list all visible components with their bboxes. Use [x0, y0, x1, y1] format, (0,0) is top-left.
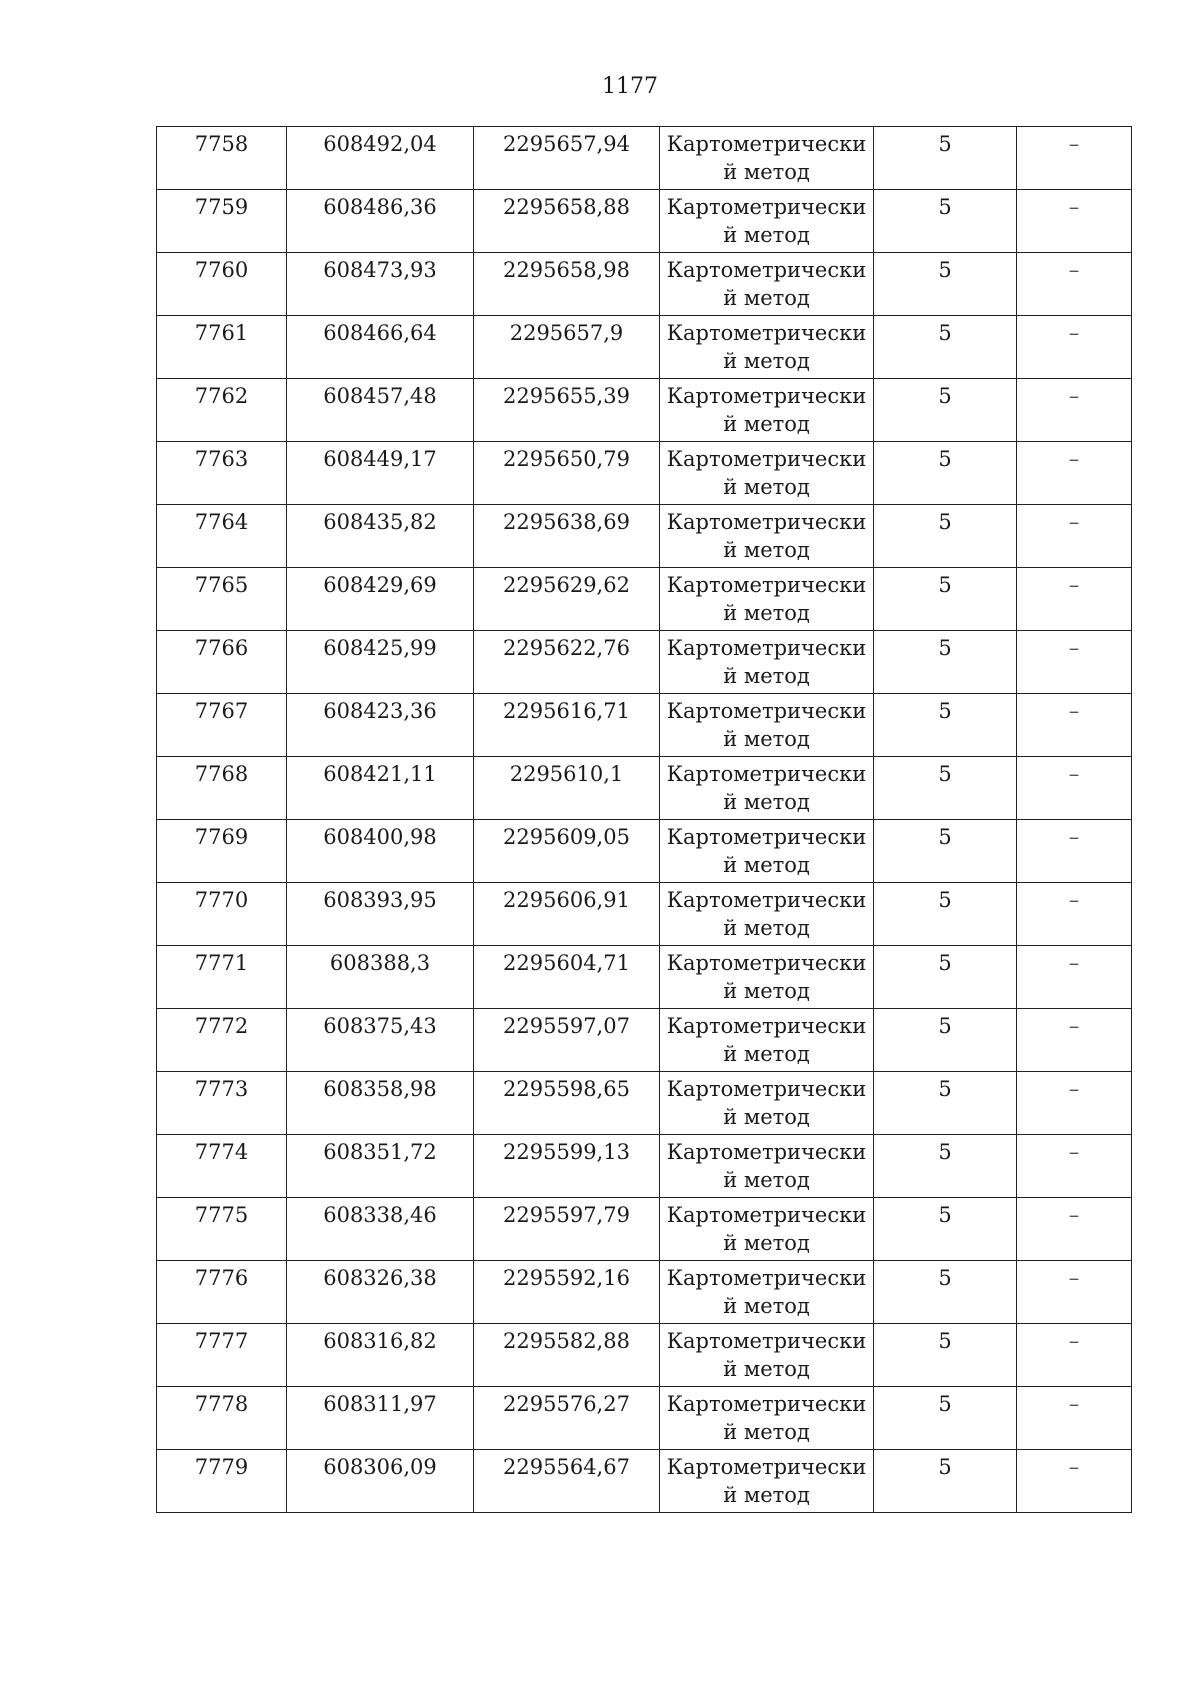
point-number-cell: 7765: [157, 568, 287, 631]
accuracy-cell: 5: [874, 883, 1017, 946]
note-cell: –: [1017, 568, 1132, 631]
x-coordinate-cell: 608435,82: [287, 505, 474, 568]
x-coordinate-cell: 608421,11: [287, 757, 474, 820]
accuracy-cell: 5: [874, 190, 1017, 253]
accuracy-cell: 5: [874, 253, 1017, 316]
table-row: [157, 946, 1132, 1009]
note-cell: –: [1017, 1198, 1132, 1261]
method-cell: Картометрически й метод: [660, 631, 874, 694]
note-cell: –: [1017, 253, 1132, 316]
point-number-cell: 7777: [157, 1324, 287, 1387]
point-number-cell: 7774: [157, 1135, 287, 1198]
method-cell: Картометрически й метод: [660, 505, 874, 568]
table-row: [157, 505, 1132, 568]
accuracy-cell: 5: [874, 505, 1017, 568]
method-cell: Картометрически й метод: [660, 1324, 874, 1387]
method-cell: Картометрически й метод: [660, 190, 874, 253]
page-number: 1177: [602, 74, 658, 99]
note-cell: –: [1017, 883, 1132, 946]
y-coordinate-cell: 2295658,88: [474, 190, 660, 253]
y-coordinate-cell: 2295576,27: [474, 1387, 660, 1450]
y-coordinate-cell: 2295604,71: [474, 946, 660, 1009]
accuracy-cell: 5: [874, 1261, 1017, 1324]
x-coordinate-cell: 608326,38: [287, 1261, 474, 1324]
y-coordinate-cell: 2295616,71: [474, 694, 660, 757]
method-cell: Картометрически й метод: [660, 568, 874, 631]
note-cell: –: [1017, 1072, 1132, 1135]
table-row: [157, 1450, 1132, 1513]
y-coordinate-cell: 2295582,88: [474, 1324, 660, 1387]
y-coordinate-cell: 2295592,16: [474, 1261, 660, 1324]
x-coordinate-cell: 608388,3: [287, 946, 474, 1009]
x-coordinate-cell: 608306,09: [287, 1450, 474, 1513]
table-row: [157, 883, 1132, 946]
note-cell: –: [1017, 316, 1132, 379]
note-cell: –: [1017, 1387, 1132, 1450]
point-number-cell: 7767: [157, 694, 287, 757]
note-cell: –: [1017, 1261, 1132, 1324]
table-row: [157, 1135, 1132, 1198]
accuracy-cell: 5: [874, 946, 1017, 1009]
table-row: [157, 190, 1132, 253]
y-coordinate-cell: 2295598,65: [474, 1072, 660, 1135]
note-cell: –: [1017, 946, 1132, 1009]
note-cell: –: [1017, 1450, 1132, 1513]
method-cell: Картометрически й метод: [660, 820, 874, 883]
y-coordinate-cell: 2295657,94: [474, 127, 660, 190]
point-number-cell: 7772: [157, 1009, 287, 1072]
note-cell: –: [1017, 379, 1132, 442]
accuracy-cell: 5: [874, 694, 1017, 757]
note-cell: –: [1017, 1324, 1132, 1387]
accuracy-cell: 5: [874, 442, 1017, 505]
x-coordinate-cell: 608486,36: [287, 190, 474, 253]
table-row: [157, 127, 1132, 190]
y-coordinate-cell: 2295658,98: [474, 253, 660, 316]
x-coordinate-cell: 608338,46: [287, 1198, 474, 1261]
x-coordinate-cell: 608429,69: [287, 568, 474, 631]
y-coordinate-cell: 2295610,1: [474, 757, 660, 820]
accuracy-cell: 5: [874, 1450, 1017, 1513]
accuracy-cell: 5: [874, 757, 1017, 820]
x-coordinate-cell: 608358,98: [287, 1072, 474, 1135]
method-cell: Картометрически й метод: [660, 1198, 874, 1261]
note-cell: –: [1017, 631, 1132, 694]
method-cell: Картометрически й метод: [660, 1135, 874, 1198]
note-cell: –: [1017, 1009, 1132, 1072]
note-cell: –: [1017, 820, 1132, 883]
coordinates-table: [156, 126, 1132, 1513]
note-cell: –: [1017, 694, 1132, 757]
coordinates-table-body: [157, 127, 1132, 1513]
y-coordinate-cell: 2295638,69: [474, 505, 660, 568]
accuracy-cell: 5: [874, 1387, 1017, 1450]
x-coordinate-cell: 608311,97: [287, 1387, 474, 1450]
method-cell: Картометрически й метод: [660, 1387, 874, 1450]
table-row: [157, 253, 1132, 316]
note-cell: –: [1017, 757, 1132, 820]
accuracy-cell: 5: [874, 379, 1017, 442]
method-cell: Картометрически й метод: [660, 127, 874, 190]
point-number-cell: 7769: [157, 820, 287, 883]
y-coordinate-cell: 2295629,62: [474, 568, 660, 631]
x-coordinate-cell: 608457,48: [287, 379, 474, 442]
point-number-cell: 7771: [157, 946, 287, 1009]
method-cell: Картометрически й метод: [660, 694, 874, 757]
accuracy-cell: 5: [874, 1009, 1017, 1072]
accuracy-cell: 5: [874, 568, 1017, 631]
point-number-cell: 7766: [157, 631, 287, 694]
x-coordinate-cell: 608423,36: [287, 694, 474, 757]
note-cell: –: [1017, 442, 1132, 505]
point-number-cell: 7778: [157, 1387, 287, 1450]
x-coordinate-cell: 608400,98: [287, 820, 474, 883]
table-row: [157, 1324, 1132, 1387]
method-cell: Картометрически й метод: [660, 253, 874, 316]
x-coordinate-cell: 608351,72: [287, 1135, 474, 1198]
point-number-cell: 7758: [157, 127, 287, 190]
note-cell: –: [1017, 127, 1132, 190]
point-number-cell: 7770: [157, 883, 287, 946]
y-coordinate-cell: 2295564,67: [474, 1450, 660, 1513]
table-row: [157, 1072, 1132, 1135]
method-cell: Картометрически й метод: [660, 1009, 874, 1072]
method-cell: Картометрически й метод: [660, 757, 874, 820]
point-number-cell: 7764: [157, 505, 287, 568]
method-cell: Картометрически й метод: [660, 883, 874, 946]
accuracy-cell: 5: [874, 1072, 1017, 1135]
method-cell: Картометрически й метод: [660, 379, 874, 442]
method-cell: Картометрически й метод: [660, 946, 874, 1009]
point-number-cell: 7768: [157, 757, 287, 820]
table-row: [157, 1009, 1132, 1072]
table-row: [157, 820, 1132, 883]
point-number-cell: 7760: [157, 253, 287, 316]
accuracy-cell: 5: [874, 820, 1017, 883]
point-number-cell: 7773: [157, 1072, 287, 1135]
table-row: [157, 694, 1132, 757]
table-row: [157, 1261, 1132, 1324]
x-coordinate-cell: 608375,43: [287, 1009, 474, 1072]
method-cell: Картометрически й метод: [660, 1450, 874, 1513]
method-cell: Картометрически й метод: [660, 1261, 874, 1324]
accuracy-cell: 5: [874, 1135, 1017, 1198]
x-coordinate-cell: 608466,64: [287, 316, 474, 379]
table-row: [157, 568, 1132, 631]
y-coordinate-cell: 2295599,13: [474, 1135, 660, 1198]
point-number-cell: 7775: [157, 1198, 287, 1261]
table-row: [157, 379, 1132, 442]
y-coordinate-cell: 2295606,91: [474, 883, 660, 946]
x-coordinate-cell: 608492,04: [287, 127, 474, 190]
table-row: [157, 316, 1132, 379]
accuracy-cell: 5: [874, 1198, 1017, 1261]
method-cell: Картометрически й метод: [660, 1072, 874, 1135]
accuracy-cell: 5: [874, 1324, 1017, 1387]
y-coordinate-cell: 2295597,07: [474, 1009, 660, 1072]
note-cell: –: [1017, 1135, 1132, 1198]
point-number-cell: 7776: [157, 1261, 287, 1324]
point-number-cell: 7759: [157, 190, 287, 253]
table-row: [157, 442, 1132, 505]
note-cell: –: [1017, 505, 1132, 568]
x-coordinate-cell: 608393,95: [287, 883, 474, 946]
method-cell: Картометрически й метод: [660, 316, 874, 379]
y-coordinate-cell: 2295657,9: [474, 316, 660, 379]
y-coordinate-cell: 2295609,05: [474, 820, 660, 883]
x-coordinate-cell: 608449,17: [287, 442, 474, 505]
table-row: [157, 1387, 1132, 1450]
y-coordinate-cell: 2295597,79: [474, 1198, 660, 1261]
y-coordinate-cell: 2295650,79: [474, 442, 660, 505]
note-cell: –: [1017, 190, 1132, 253]
y-coordinate-cell: 2295622,76: [474, 631, 660, 694]
method-cell: Картометрически й метод: [660, 442, 874, 505]
table-row: [157, 631, 1132, 694]
point-number-cell: 7762: [157, 379, 287, 442]
accuracy-cell: 5: [874, 316, 1017, 379]
accuracy-cell: 5: [874, 127, 1017, 190]
point-number-cell: 7779: [157, 1450, 287, 1513]
table-row: [157, 1198, 1132, 1261]
table-row: [157, 757, 1132, 820]
x-coordinate-cell: 608425,99: [287, 631, 474, 694]
accuracy-cell: 5: [874, 631, 1017, 694]
x-coordinate-cell: 608473,93: [287, 253, 474, 316]
y-coordinate-cell: 2295655,39: [474, 379, 660, 442]
x-coordinate-cell: 608316,82: [287, 1324, 474, 1387]
point-number-cell: 7763: [157, 442, 287, 505]
point-number-cell: 7761: [157, 316, 287, 379]
